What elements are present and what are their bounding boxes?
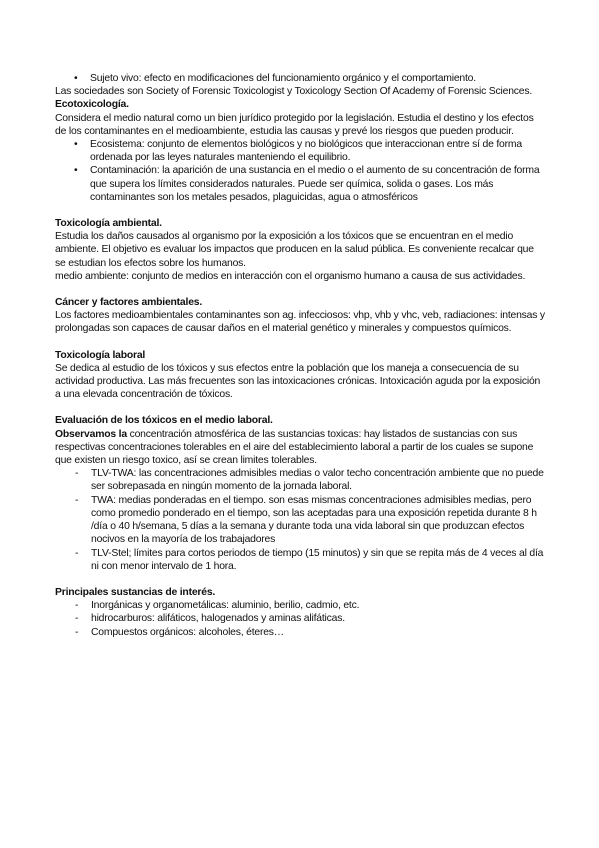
section-title-laboral: Toxicología laboral xyxy=(55,349,146,361)
lead-bold-text: Observamos la xyxy=(55,428,127,440)
list-item: - TWA: medias ponderadas en el tiempo. son esas mismas concentraciones admisibles medias, pero como promedio ponderado en el tiempo, son las aceptadas para una exposición repetida durante 8 h /día o 40 h/semana, 5 días a la semana y durante toda una vida laboral sin que produzcan efectos nocivos en la mayoría de los trabajadores xyxy=(55,494,547,547)
document-page xyxy=(55,72,547,639)
paragraph: Considera el medio natural como un bien jurídico protegido por la legislación. Estudia el destino y los efectos de los contaminantes en el medioambiente, estudia las causas y prevé los riesgos que pueden producir. xyxy=(55,112,534,137)
sustancias-list xyxy=(55,599,547,639)
list-item: - TLV-Stel; límites para cortos periodos de tiempo (15 minutos) y sin que se repita más de 4 veces al día ni con menor intervalo de 1 hora. xyxy=(55,547,547,573)
section-title-ecotoxicologia: Ecotoxicología. xyxy=(55,99,129,111)
list-item: • Sujeto vivo: efecto en modificaciones del funcionamiento orgánico y el comportamiento. xyxy=(55,72,547,85)
intro-list xyxy=(55,72,547,85)
paragraph: Se dedica al estudio de los tóxicos y sus efectos entre la población que los maneja a consecuencia de su actividad productiva. Las más frecuentes son las intoxicaciones crónicas. Intoxicación aguda por la exposición a una elevada concentración de tóxicos. xyxy=(55,362,541,401)
societies-paragraph: Las sociedades son Society of Forensic Toxicologist y Toxicology Section Of Academy of Forensic Sciences. xyxy=(55,86,533,98)
ecotoxicologia-list xyxy=(55,138,547,204)
lead-text: concentración atmosférica de las sustancias toxicas: hay listados de sustancias con sus respectivas concentraciones tolerables en el aire del establecimiento laboral a partir de los cuales se supone que existen un riesgo toxico, así se crean limites tolerables. xyxy=(55,428,534,467)
section-title-ambiental: Toxicología ambiental. xyxy=(55,218,162,230)
paragraph: Estudia los daños causados al organismo por la exposición a los tóxicos que se encuentran en el medio ambiente. El objetivo es evaluar los impactos que producen en la salud pública. Es conveniente recalcar que se estudian los efectos sobre los humanos. xyxy=(55,231,534,269)
definition-paragraph: medio ambiente: conjunto de medios en interacción con el organismo humano a causa de sus actividades. xyxy=(55,270,526,282)
evaluacion-list xyxy=(55,467,547,573)
list-item: - TLV-TWA: las concentraciones admisibles medias o valor techo concentración ambiente que no puede ser sobrepasada en ningún momento de la jornada laboral. xyxy=(55,467,547,493)
list-item: - Inorgánicas y organometálicas: aluminio, berilio, cadmio, etc. xyxy=(55,599,547,612)
section-title-sustancias: Principales sustancias de interés. xyxy=(55,586,216,598)
list-item: • Ecosistema: conjunto de elementos biológicos y no biológicos que interaccionan entre sí de forma ordenada por las leyes naturales manteniendo el equilibrio. xyxy=(55,138,547,164)
section-title-cancer: Cáncer y factores ambientales. xyxy=(55,297,203,309)
list-item: • Contaminación: la aparición de una sustancia en el medio o el aumento de su concentración de forma que supera los límites considerados naturales. Puede ser química, solida o gases. Los más contaminantes son los metales pesados, plaguicidas, agua o atmosféricos xyxy=(55,164,547,204)
section-title-evaluacion: Evaluación de los tóxicos en el medio laboral. xyxy=(55,415,273,427)
list-item: - hidrocarburos: alifáticos, halogenados y aminas alifáticas. xyxy=(55,612,547,625)
paragraph: Los factores medioambientales contaminantes son ag. infecciosos: vhp, vhb y vhc, veb, radiaciones: intensas y prolongadas son capaces de causar daños en el material genético y minerales y compuestos químicos. xyxy=(55,310,545,335)
paragraph xyxy=(55,428,547,468)
list-item: - Compuestos orgánicos: alcoholes, éteres… xyxy=(55,626,547,639)
